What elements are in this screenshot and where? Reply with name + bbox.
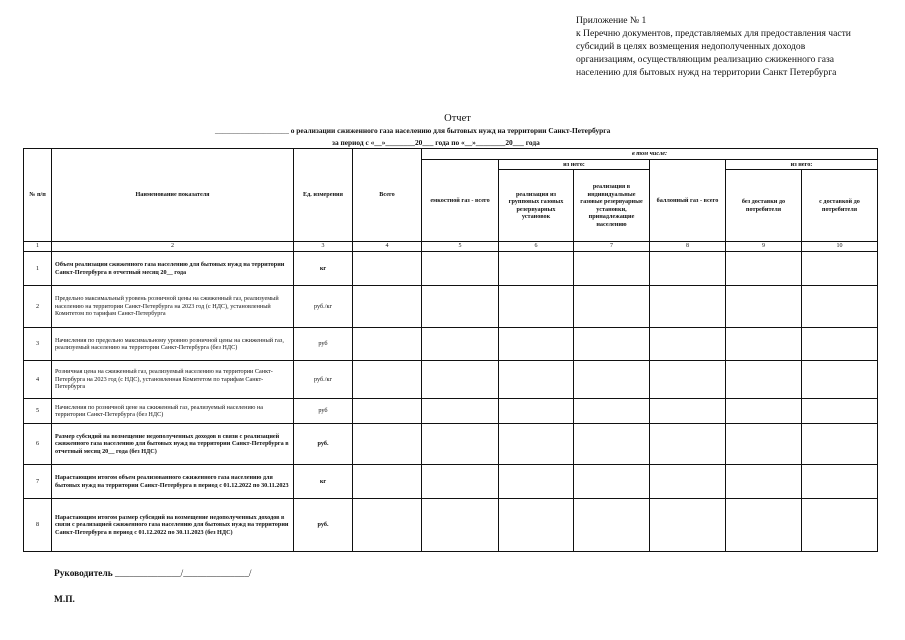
data-cell[interactable] (574, 286, 650, 328)
data-cell[interactable] (422, 286, 499, 328)
data-cell[interactable] (499, 361, 574, 399)
signature-line[interactable]: ______________/______________/ (115, 569, 252, 579)
appendix-line: субсидий в целях возмещения недополученных доходов (576, 41, 806, 52)
data-cell[interactable] (650, 499, 726, 552)
data-cell[interactable] (650, 328, 726, 361)
data-cell[interactable] (802, 286, 878, 328)
data-cell[interactable] (802, 424, 878, 465)
data-cell[interactable] (422, 361, 499, 399)
data-cell[interactable] (574, 399, 650, 424)
data-cell[interactable] (353, 465, 422, 499)
row-unit: руб./кг (294, 361, 353, 399)
header-of-which-capacity: из него: (499, 159, 650, 170)
header-with-delivery: с доставкой до потребителя (802, 170, 878, 242)
data-cell[interactable] (726, 286, 802, 328)
row-num: 5 (24, 399, 52, 424)
report-table (23, 148, 878, 552)
appendix-line: Приложение № 1 (576, 15, 647, 26)
row-name: Начисления по розничной цене на сжиженный газ, реализуемый населению на территории Санкт-Петербурга (без НДС) (52, 399, 294, 424)
data-cell[interactable] (726, 399, 802, 424)
table-row (24, 465, 878, 499)
row-num: 4 (24, 361, 52, 399)
data-cell[interactable] (499, 465, 574, 499)
row-unit: руб./кг (294, 286, 353, 328)
appendix-note (576, 14, 886, 79)
data-cell[interactable] (574, 328, 650, 361)
column-number: 2 (52, 242, 294, 252)
data-cell[interactable] (650, 424, 726, 465)
data-cell[interactable] (726, 424, 802, 465)
column-number: 3 (294, 242, 353, 252)
row-unit: кг (294, 252, 353, 286)
header-capacity-total: емкостной газ - всего (422, 159, 499, 242)
report-subtitle-text: о реализации сжиженного газа населению для бытовых нужд на территории Санкт-Петербурга (290, 126, 611, 135)
row-num: 1 (24, 252, 52, 286)
row-num: 8 (24, 499, 52, 552)
row-unit: кг (294, 465, 353, 499)
data-cell[interactable] (802, 328, 878, 361)
data-cell[interactable] (650, 361, 726, 399)
data-cell[interactable] (422, 252, 499, 286)
data-cell[interactable] (574, 499, 650, 552)
table-row (24, 286, 878, 328)
row-unit: руб. (294, 499, 353, 552)
row-name: Объем реализации сжиженного газа населению для бытовых нужд на территории Санкт-Петербурга в отчетный месяц 20__ года (52, 252, 294, 286)
row-name: Розничная цена на сжиженный газ, реализуемый населению на территории Санкт-Петербурга на 2023 год (с НДС), установленная Комитетом по тарифам Санкт-Петербурга (52, 361, 294, 399)
header-group-tanks: реализация из групповых газовых резервуарных установок (499, 170, 574, 242)
table-row (24, 252, 878, 286)
header-individual-tanks: реализация в индивидуальные газовые резервуарные установки, принадлежащие населению (574, 170, 650, 242)
data-cell[interactable] (726, 328, 802, 361)
data-cell[interactable] (802, 361, 878, 399)
data-cell[interactable] (422, 328, 499, 361)
signature-label: Руководитель (54, 569, 113, 579)
data-cell[interactable] (353, 286, 422, 328)
appendix-line: к Перечню документов, представляемых для предоставления части (576, 28, 851, 39)
column-number: 6 (499, 242, 574, 252)
report-heading (0, 112, 905, 147)
data-cell[interactable] (650, 465, 726, 499)
data-cell[interactable] (726, 499, 802, 552)
table-row (24, 361, 878, 399)
row-name: Нарастающим итогом объем реализованного сжиженного газа населению для бытовых нужд на территории Санкт-Петербурга в период с 01.12.2022 по 30.11.2023 (52, 465, 294, 499)
appendix-line: населению для бытовых нужд на территории Санкт Петербурга (576, 67, 837, 78)
data-cell[interactable] (650, 399, 726, 424)
data-cell[interactable] (353, 499, 422, 552)
data-cell[interactable] (499, 399, 574, 424)
table-row (24, 399, 878, 424)
data-cell[interactable] (353, 328, 422, 361)
row-num: 2 (24, 286, 52, 328)
header-cylinder-total: баллонный газ - всего (650, 159, 726, 242)
data-cell[interactable] (353, 399, 422, 424)
header-unit: Ед. измерения (294, 149, 353, 242)
column-number: 8 (650, 242, 726, 252)
row-num: 7 (24, 465, 52, 499)
table-row (24, 424, 878, 465)
data-cell[interactable] (574, 465, 650, 499)
row-unit: руб (294, 399, 353, 424)
signature-block (54, 569, 252, 579)
data-cell[interactable] (353, 424, 422, 465)
column-number-row (24, 242, 878, 252)
row-name: Нарастающим итогом размер субсидий на возмещение недополученных доходов в связи с реализацией сжиженного газа населению для бытовых нужд на территории Санкт-Петербурга в период с 01.12.2022 по 30.11.2023 (без НДС) (52, 499, 294, 552)
header-including: в том числе: (422, 149, 878, 160)
data-cell[interactable] (422, 399, 499, 424)
data-cell[interactable] (422, 424, 499, 465)
column-number: 10 (802, 242, 878, 252)
column-number: 1 (24, 242, 52, 252)
data-cell[interactable] (802, 252, 878, 286)
header-num: № п/п (24, 149, 52, 242)
column-number: 7 (574, 242, 650, 252)
row-name: Начисления по предельно максимальному уровню розничной цены на сжиженный газ, реализуемый населению на территории Санкт-Петербурга (без НДС) (52, 328, 294, 361)
data-cell[interactable] (499, 286, 574, 328)
data-cell[interactable] (353, 361, 422, 399)
data-cell[interactable] (499, 328, 574, 361)
stamp-label: М.П. (54, 595, 75, 605)
data-cell[interactable] (650, 286, 726, 328)
organization-blank: ____________________ (215, 126, 289, 135)
data-cell[interactable] (650, 252, 726, 286)
data-cell[interactable] (422, 499, 499, 552)
header-total: Всего (353, 149, 422, 242)
row-name: Размер субсидий на возмещение недополученных доходов в связи с реализацией сжиженного газа населению для бытовых нужд на территории Санкт-Петербурга в отчетный месяц 20__ года (без НДС) (52, 424, 294, 465)
report-period: за период с «__»________20___ года по «__»________20___ года (332, 138, 540, 147)
report-title: Отчет (444, 113, 471, 124)
data-cell[interactable] (726, 465, 802, 499)
appendix-line: организациям, осуществляющим реализацию сжиженного газа (576, 54, 835, 65)
column-number: 9 (726, 242, 802, 252)
data-cell[interactable] (499, 499, 574, 552)
column-number: 4 (353, 242, 422, 252)
data-cell[interactable] (574, 424, 650, 465)
row-unit: руб (294, 328, 353, 361)
column-number: 5 (422, 242, 499, 252)
data-cell[interactable] (499, 424, 574, 465)
data-cell[interactable] (726, 252, 802, 286)
data-cell[interactable] (802, 399, 878, 424)
report-subtitle (215, 126, 610, 135)
data-cell[interactable] (802, 499, 878, 552)
row-num: 6 (24, 424, 52, 465)
data-cell[interactable] (499, 252, 574, 286)
data-cell[interactable] (574, 361, 650, 399)
table-row (24, 499, 878, 552)
header-of-which-cylinder: из него: (726, 159, 878, 170)
header-name: Наименование показателя (52, 149, 294, 242)
data-cell[interactable] (574, 252, 650, 286)
row-unit: руб. (294, 424, 353, 465)
table-row (24, 328, 878, 361)
data-cell[interactable] (422, 465, 499, 499)
data-cell[interactable] (353, 252, 422, 286)
header-no-delivery: без доставки до потребителя (726, 170, 802, 242)
data-cell[interactable] (802, 465, 878, 499)
data-cell[interactable] (726, 361, 802, 399)
row-num: 3 (24, 328, 52, 361)
row-name: Предельно максимальный уровень розничной цены на сжиженный газ, реализуемый населению на территории Санкт-Петербурга на 2023 год (с НДС), установленный Комитетом по тарифам Санкт-Петербурга (52, 286, 294, 328)
